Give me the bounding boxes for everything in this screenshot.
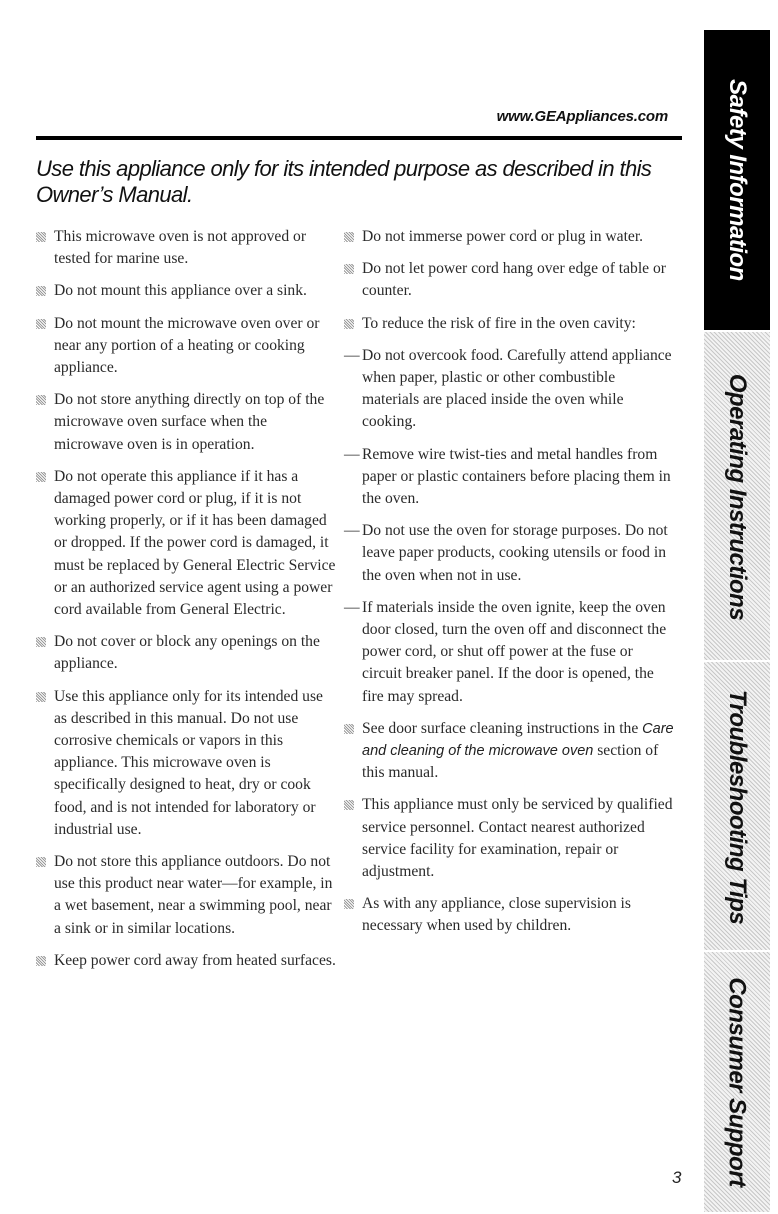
bullet-icon [344,264,354,274]
list-item: As with any appliance, close supervision is necessary when used by children. [344,893,674,937]
bullet-icon [344,232,354,242]
right-column [344,226,674,948]
bullet-icon [36,286,46,296]
list-item: Do not store this appliance outdoors. Do not use this product near water—for example, in a wet basement, near a swimming pool, near a sink or in similar locations. [36,851,336,940]
list-item: Do not mount this appliance over a sink. [36,280,336,302]
bullet-icon [36,472,46,482]
list-item: Do not store anything directly on top of the microwave oven surface when the microwave oven is in operation. [36,389,336,456]
bullet-icon [36,956,46,966]
list-item: Do not cover or block any openings on the appliance. [36,631,336,675]
bullet-icon [344,724,354,734]
list-item: Keep power cord away from heated surfaces. [36,950,336,972]
list-item: Do not let power cord hang over edge of table or counter. [344,258,674,302]
list-item: This microwave oven is not approved or tested for marine use. [36,226,336,270]
site-url[interactable]: www.GEAppliances.com [496,108,668,125]
tab-troubleshooting-tips[interactable]: Troubleshooting Tips [704,660,770,952]
tab-safety-information[interactable]: Safety Information [704,30,770,330]
cleaning-note: See door surface cleaning instructions in the Care and cleaning of the microwave oven section of this manual. [344,718,674,785]
bullet-icon [36,857,46,867]
dash-item: — If materials inside the oven ignite, keep the oven door closed, turn the oven off and disconnect the power cord, or shut off power at the fuse or circuit breaker panel. If the door is opened, the fire may spread. [344,598,667,705]
tab-operating-instructions[interactable]: Operating Instructions [704,330,770,662]
list-item: Do not operate this appliance if it has a damaged power cord or plug, if it is not working properly, or if it has been damaged or dropped. If the power cord is damaged, it must be replaced by General Electric Service or an authorized service agent using a power cord available from General Electric. [36,466,336,621]
tab-consumer-support[interactable]: Consumer Support [704,950,770,1212]
dash-item: — Do not use the oven for storage purposes. Do not leave paper products, cooking utensils or food in the oven when not in use. [344,522,668,584]
bullet-icon [36,395,46,405]
list-item: Use this appliance only for its intended use as described in this manual. Do not use corrosive chemicals or vapors in this appliance. This microwave oven is specifically designed to heat, dry or cook food, and is not intended for laboratory or industrial use. [36,686,336,841]
page-number: 3 [672,1168,682,1187]
section-reference: Care and cleaning of the microwave oven [362,720,674,760]
bullet-icon [36,232,46,242]
bullet-icon [344,319,354,329]
bullet-icon [344,899,354,909]
dash-item: — Remove wire twist-ties and metal handles from paper or plastic containers before placing them in the oven. [344,445,671,508]
header-rule [36,136,682,140]
list-item: Do not mount the microwave oven over or near any portion of a heating or cooking appliance. [36,313,336,380]
list-item: To reduce the risk of fire in the oven cavity: [344,313,674,335]
section-tabs [704,30,770,1210]
dash-mark: — [344,346,360,364]
bullet-icon [36,692,46,702]
page-heading: Use this appliance only for its intended purpose as described in this Owner’s Manual. [36,156,652,207]
bullet-icon [36,319,46,329]
dash-item: — Do not overcook food. Carefully attend appliance when paper, plastic or other combustible materials are placed inside the oven while cooking. [344,346,672,431]
list-item: Do not immerse power cord or plug in water. [344,226,674,248]
list-item: This appliance must only be serviced by qualified service personnel. Contact nearest authorized service facility for examination, repair or adjustment. [344,794,674,883]
dash-mark: — [344,598,360,616]
dash-mark: — [344,445,360,463]
left-column [36,226,336,982]
dash-mark: — [344,522,360,540]
bullet-icon [344,800,354,810]
bullet-icon [36,637,46,647]
